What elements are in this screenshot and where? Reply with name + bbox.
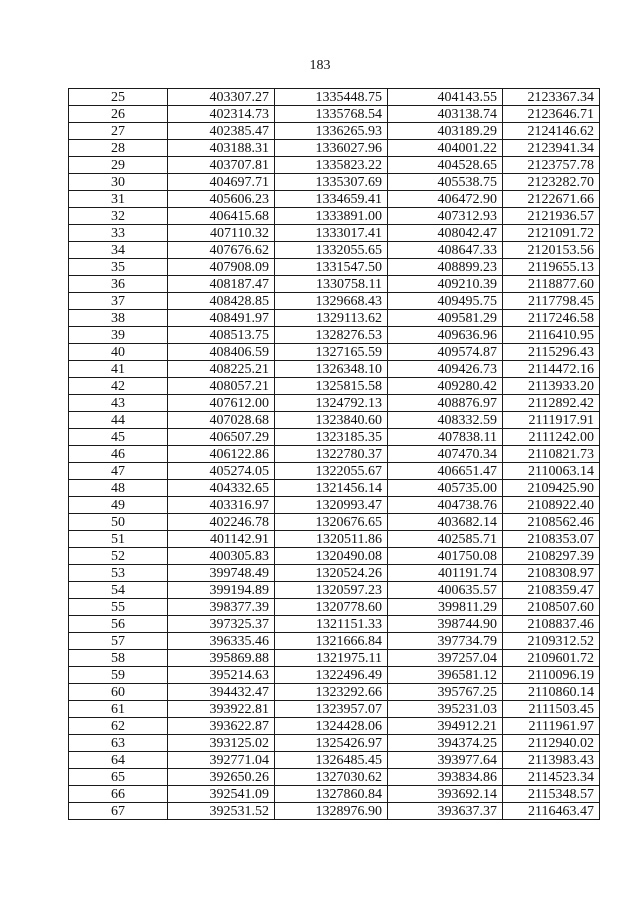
x2-coordinate-cell: 406651.47 bbox=[388, 463, 503, 480]
point-number-cell: 58 bbox=[69, 650, 168, 667]
x-coordinate-cell: 400305.83 bbox=[168, 548, 275, 565]
y-coordinate-cell: 1326348.10 bbox=[275, 361, 388, 378]
y-coordinate-cell: 1324792.13 bbox=[275, 395, 388, 412]
x2-coordinate-cell: 404143.55 bbox=[388, 89, 503, 106]
y2-coordinate-cell: 2123941.34 bbox=[503, 140, 600, 157]
table-row bbox=[69, 225, 600, 242]
y2-coordinate-cell: 2111917.91 bbox=[503, 412, 600, 429]
y2-coordinate-cell: 2108297.39 bbox=[503, 548, 600, 565]
x2-coordinate-cell: 409280.42 bbox=[388, 378, 503, 395]
y-coordinate-cell: 1335448.75 bbox=[275, 89, 388, 106]
y2-coordinate-cell: 2119655.13 bbox=[503, 259, 600, 276]
x-coordinate-cell: 395214.63 bbox=[168, 667, 275, 684]
y-coordinate-cell: 1320511.86 bbox=[275, 531, 388, 548]
table-row bbox=[69, 684, 600, 701]
y2-coordinate-cell: 2108359.47 bbox=[503, 582, 600, 599]
x2-coordinate-cell: 397257.04 bbox=[388, 650, 503, 667]
x-coordinate-cell: 407612.00 bbox=[168, 395, 275, 412]
x2-coordinate-cell: 409426.73 bbox=[388, 361, 503, 378]
x2-coordinate-cell: 408899.23 bbox=[388, 259, 503, 276]
x2-coordinate-cell: 401750.08 bbox=[388, 548, 503, 565]
x2-coordinate-cell: 404001.22 bbox=[388, 140, 503, 157]
y-coordinate-cell: 1322780.37 bbox=[275, 446, 388, 463]
x-coordinate-cell: 393622.87 bbox=[168, 718, 275, 735]
table-row bbox=[69, 752, 600, 769]
x-coordinate-cell: 407676.62 bbox=[168, 242, 275, 259]
x-coordinate-cell: 397325.37 bbox=[168, 616, 275, 633]
y2-coordinate-cell: 2112892.42 bbox=[503, 395, 600, 412]
y2-coordinate-cell: 2108562.46 bbox=[503, 514, 600, 531]
x2-coordinate-cell: 394912.21 bbox=[388, 718, 503, 735]
table-row bbox=[69, 310, 600, 327]
y2-coordinate-cell: 2108922.40 bbox=[503, 497, 600, 514]
point-number-cell: 45 bbox=[69, 429, 168, 446]
x-coordinate-cell: 402246.78 bbox=[168, 514, 275, 531]
table-row bbox=[69, 276, 600, 293]
table-row bbox=[69, 531, 600, 548]
y2-coordinate-cell: 2113983.43 bbox=[503, 752, 600, 769]
x2-coordinate-cell: 400635.57 bbox=[388, 582, 503, 599]
x2-coordinate-cell: 409574.87 bbox=[388, 344, 503, 361]
y-coordinate-cell: 1324428.06 bbox=[275, 718, 388, 735]
point-number-cell: 32 bbox=[69, 208, 168, 225]
y-coordinate-cell: 1320676.65 bbox=[275, 514, 388, 531]
x2-coordinate-cell: 407470.34 bbox=[388, 446, 503, 463]
x-coordinate-cell: 407908.09 bbox=[168, 259, 275, 276]
x2-coordinate-cell: 407312.93 bbox=[388, 208, 503, 225]
point-number-cell: 29 bbox=[69, 157, 168, 174]
table-row bbox=[69, 514, 600, 531]
table-row bbox=[69, 327, 600, 344]
point-number-cell: 55 bbox=[69, 599, 168, 616]
point-number-cell: 48 bbox=[69, 480, 168, 497]
x2-coordinate-cell: 409210.39 bbox=[388, 276, 503, 293]
y-coordinate-cell: 1320993.47 bbox=[275, 497, 388, 514]
x2-coordinate-cell: 405538.75 bbox=[388, 174, 503, 191]
x-coordinate-cell: 393125.02 bbox=[168, 735, 275, 752]
x2-coordinate-cell: 403138.74 bbox=[388, 106, 503, 123]
y2-coordinate-cell: 2108308.97 bbox=[503, 565, 600, 582]
x2-coordinate-cell: 408042.47 bbox=[388, 225, 503, 242]
y-coordinate-cell: 1323957.07 bbox=[275, 701, 388, 718]
x-coordinate-cell: 408187.47 bbox=[168, 276, 275, 293]
y-coordinate-cell: 1327030.62 bbox=[275, 769, 388, 786]
point-number-cell: 54 bbox=[69, 582, 168, 599]
x-coordinate-cell: 402385.47 bbox=[168, 123, 275, 140]
y2-coordinate-cell: 2116463.47 bbox=[503, 803, 600, 820]
x-coordinate-cell: 392771.04 bbox=[168, 752, 275, 769]
table-row bbox=[69, 157, 600, 174]
point-number-cell: 31 bbox=[69, 191, 168, 208]
point-number-cell: 38 bbox=[69, 310, 168, 327]
x2-coordinate-cell: 393692.14 bbox=[388, 786, 503, 803]
point-number-cell: 56 bbox=[69, 616, 168, 633]
table-row bbox=[69, 548, 600, 565]
table-row bbox=[69, 191, 600, 208]
table-row bbox=[69, 361, 600, 378]
y2-coordinate-cell: 2111242.00 bbox=[503, 429, 600, 446]
y-coordinate-cell: 1326485.45 bbox=[275, 752, 388, 769]
y-coordinate-cell: 1327165.59 bbox=[275, 344, 388, 361]
point-number-cell: 63 bbox=[69, 735, 168, 752]
point-number-cell: 64 bbox=[69, 752, 168, 769]
x2-coordinate-cell: 393637.37 bbox=[388, 803, 503, 820]
point-number-cell: 51 bbox=[69, 531, 168, 548]
y2-coordinate-cell: 2121091.72 bbox=[503, 225, 600, 242]
x-coordinate-cell: 403307.27 bbox=[168, 89, 275, 106]
x-coordinate-cell: 404697.71 bbox=[168, 174, 275, 191]
table-row bbox=[69, 701, 600, 718]
y2-coordinate-cell: 2110821.73 bbox=[503, 446, 600, 463]
x-coordinate-cell: 399194.89 bbox=[168, 582, 275, 599]
y-coordinate-cell: 1323840.60 bbox=[275, 412, 388, 429]
x-coordinate-cell: 403316.97 bbox=[168, 497, 275, 514]
x2-coordinate-cell: 408876.97 bbox=[388, 395, 503, 412]
x-coordinate-cell: 402314.73 bbox=[168, 106, 275, 123]
y-coordinate-cell: 1323292.66 bbox=[275, 684, 388, 701]
table-row bbox=[69, 718, 600, 735]
point-number-cell: 46 bbox=[69, 446, 168, 463]
table-row bbox=[69, 582, 600, 599]
point-number-cell: 28 bbox=[69, 140, 168, 157]
table-row bbox=[69, 89, 600, 106]
table-row bbox=[69, 106, 600, 123]
y2-coordinate-cell: 2109425.90 bbox=[503, 480, 600, 497]
x2-coordinate-cell: 395767.25 bbox=[388, 684, 503, 701]
y-coordinate-cell: 1332055.65 bbox=[275, 242, 388, 259]
x2-coordinate-cell: 402585.71 bbox=[388, 531, 503, 548]
y2-coordinate-cell: 2109601.72 bbox=[503, 650, 600, 667]
point-number-cell: 41 bbox=[69, 361, 168, 378]
x-coordinate-cell: 393922.81 bbox=[168, 701, 275, 718]
coordinate-table-body bbox=[69, 89, 600, 820]
table-row bbox=[69, 599, 600, 616]
x-coordinate-cell: 408225.21 bbox=[168, 361, 275, 378]
table-row bbox=[69, 480, 600, 497]
y2-coordinate-cell: 2115348.57 bbox=[503, 786, 600, 803]
table-row bbox=[69, 412, 600, 429]
y-coordinate-cell: 1328276.53 bbox=[275, 327, 388, 344]
x2-coordinate-cell: 408332.59 bbox=[388, 412, 503, 429]
y-coordinate-cell: 1320490.08 bbox=[275, 548, 388, 565]
x-coordinate-cell: 403707.81 bbox=[168, 157, 275, 174]
x-coordinate-cell: 407028.68 bbox=[168, 412, 275, 429]
table-row bbox=[69, 174, 600, 191]
table-row bbox=[69, 803, 600, 820]
x-coordinate-cell: 392541.09 bbox=[168, 786, 275, 803]
point-number-cell: 65 bbox=[69, 769, 168, 786]
point-number-cell: 39 bbox=[69, 327, 168, 344]
y2-coordinate-cell: 2123282.70 bbox=[503, 174, 600, 191]
y2-coordinate-cell: 2114523.34 bbox=[503, 769, 600, 786]
x-coordinate-cell: 405274.05 bbox=[168, 463, 275, 480]
y-coordinate-cell: 1321975.11 bbox=[275, 650, 388, 667]
y2-coordinate-cell: 2117798.45 bbox=[503, 293, 600, 310]
x-coordinate-cell: 395869.88 bbox=[168, 650, 275, 667]
y2-coordinate-cell: 2121936.57 bbox=[503, 208, 600, 225]
x2-coordinate-cell: 396581.12 bbox=[388, 667, 503, 684]
y2-coordinate-cell: 2113933.20 bbox=[503, 378, 600, 395]
y-coordinate-cell: 1335307.69 bbox=[275, 174, 388, 191]
table-row bbox=[69, 463, 600, 480]
table-row bbox=[69, 616, 600, 633]
x-coordinate-cell: 404332.65 bbox=[168, 480, 275, 497]
table-row bbox=[69, 293, 600, 310]
x-coordinate-cell: 408057.21 bbox=[168, 378, 275, 395]
y-coordinate-cell: 1331547.50 bbox=[275, 259, 388, 276]
point-number-cell: 57 bbox=[69, 633, 168, 650]
y2-coordinate-cell: 2123646.71 bbox=[503, 106, 600, 123]
x2-coordinate-cell: 409636.96 bbox=[388, 327, 503, 344]
y-coordinate-cell: 1323185.35 bbox=[275, 429, 388, 446]
table-row bbox=[69, 429, 600, 446]
point-number-cell: 47 bbox=[69, 463, 168, 480]
x2-coordinate-cell: 398744.90 bbox=[388, 616, 503, 633]
y-coordinate-cell: 1336027.96 bbox=[275, 140, 388, 157]
x-coordinate-cell: 406122.86 bbox=[168, 446, 275, 463]
point-number-cell: 60 bbox=[69, 684, 168, 701]
x2-coordinate-cell: 395231.03 bbox=[388, 701, 503, 718]
point-number-cell: 62 bbox=[69, 718, 168, 735]
x-coordinate-cell: 408406.59 bbox=[168, 344, 275, 361]
table-row bbox=[69, 565, 600, 582]
x2-coordinate-cell: 393834.86 bbox=[388, 769, 503, 786]
y-coordinate-cell: 1329113.62 bbox=[275, 310, 388, 327]
x2-coordinate-cell: 406472.90 bbox=[388, 191, 503, 208]
x2-coordinate-cell: 401191.74 bbox=[388, 565, 503, 582]
y2-coordinate-cell: 2124146.62 bbox=[503, 123, 600, 140]
x2-coordinate-cell: 404528.65 bbox=[388, 157, 503, 174]
y2-coordinate-cell: 2110096.19 bbox=[503, 667, 600, 684]
y2-coordinate-cell: 2118877.60 bbox=[503, 276, 600, 293]
x-coordinate-cell: 394432.47 bbox=[168, 684, 275, 701]
y2-coordinate-cell: 2123367.34 bbox=[503, 89, 600, 106]
y-coordinate-cell: 1321456.14 bbox=[275, 480, 388, 497]
table-row bbox=[69, 395, 600, 412]
x2-coordinate-cell: 393977.64 bbox=[388, 752, 503, 769]
x-coordinate-cell: 406507.29 bbox=[168, 429, 275, 446]
y-coordinate-cell: 1336265.93 bbox=[275, 123, 388, 140]
y-coordinate-cell: 1329668.43 bbox=[275, 293, 388, 310]
y2-coordinate-cell: 2117246.58 bbox=[503, 310, 600, 327]
y-coordinate-cell: 1320778.60 bbox=[275, 599, 388, 616]
y-coordinate-cell: 1333891.00 bbox=[275, 208, 388, 225]
x-coordinate-cell: 392531.52 bbox=[168, 803, 275, 820]
table-row bbox=[69, 378, 600, 395]
point-number-cell: 36 bbox=[69, 276, 168, 293]
table-row bbox=[69, 242, 600, 259]
x2-coordinate-cell: 409581.29 bbox=[388, 310, 503, 327]
table-row bbox=[69, 259, 600, 276]
point-number-cell: 25 bbox=[69, 89, 168, 106]
point-number-cell: 42 bbox=[69, 378, 168, 395]
point-number-cell: 52 bbox=[69, 548, 168, 565]
point-number-cell: 53 bbox=[69, 565, 168, 582]
y-coordinate-cell: 1322496.49 bbox=[275, 667, 388, 684]
point-number-cell: 49 bbox=[69, 497, 168, 514]
x-coordinate-cell: 398377.39 bbox=[168, 599, 275, 616]
y2-coordinate-cell: 2108353.07 bbox=[503, 531, 600, 548]
x-coordinate-cell: 408491.97 bbox=[168, 310, 275, 327]
x-coordinate-cell: 396335.46 bbox=[168, 633, 275, 650]
x-coordinate-cell: 392650.26 bbox=[168, 769, 275, 786]
table-row bbox=[69, 667, 600, 684]
y-coordinate-cell: 1335768.54 bbox=[275, 106, 388, 123]
y2-coordinate-cell: 2109312.52 bbox=[503, 633, 600, 650]
y2-coordinate-cell: 2111961.97 bbox=[503, 718, 600, 735]
x2-coordinate-cell: 403189.29 bbox=[388, 123, 503, 140]
y2-coordinate-cell: 2110860.14 bbox=[503, 684, 600, 701]
point-number-cell: 37 bbox=[69, 293, 168, 310]
y2-coordinate-cell: 2108837.46 bbox=[503, 616, 600, 633]
point-number-cell: 61 bbox=[69, 701, 168, 718]
table-row bbox=[69, 140, 600, 157]
point-number-cell: 66 bbox=[69, 786, 168, 803]
y-coordinate-cell: 1320524.26 bbox=[275, 565, 388, 582]
y2-coordinate-cell: 2123757.78 bbox=[503, 157, 600, 174]
point-number-cell: 44 bbox=[69, 412, 168, 429]
table-row bbox=[69, 769, 600, 786]
y-coordinate-cell: 1321151.33 bbox=[275, 616, 388, 633]
y-coordinate-cell: 1322055.67 bbox=[275, 463, 388, 480]
y2-coordinate-cell: 2122671.66 bbox=[503, 191, 600, 208]
table-row bbox=[69, 344, 600, 361]
x-coordinate-cell: 407110.32 bbox=[168, 225, 275, 242]
x2-coordinate-cell: 394374.25 bbox=[388, 735, 503, 752]
point-number-cell: 43 bbox=[69, 395, 168, 412]
point-number-cell: 30 bbox=[69, 174, 168, 191]
y2-coordinate-cell: 2120153.56 bbox=[503, 242, 600, 259]
x2-coordinate-cell: 405735.00 bbox=[388, 480, 503, 497]
y2-coordinate-cell: 2111503.45 bbox=[503, 701, 600, 718]
y-coordinate-cell: 1334659.41 bbox=[275, 191, 388, 208]
point-number-cell: 67 bbox=[69, 803, 168, 820]
x-coordinate-cell: 406415.68 bbox=[168, 208, 275, 225]
table-row bbox=[69, 735, 600, 752]
y2-coordinate-cell: 2114472.16 bbox=[503, 361, 600, 378]
point-number-cell: 40 bbox=[69, 344, 168, 361]
point-number-cell: 35 bbox=[69, 259, 168, 276]
y2-coordinate-cell: 2110063.14 bbox=[503, 463, 600, 480]
table-row bbox=[69, 650, 600, 667]
coordinate-table bbox=[68, 88, 600, 820]
x-coordinate-cell: 408428.85 bbox=[168, 293, 275, 310]
y2-coordinate-cell: 2116410.95 bbox=[503, 327, 600, 344]
x2-coordinate-cell: 408647.33 bbox=[388, 242, 503, 259]
x-coordinate-cell: 403188.31 bbox=[168, 140, 275, 157]
point-number-cell: 59 bbox=[69, 667, 168, 684]
y-coordinate-cell: 1328976.90 bbox=[275, 803, 388, 820]
x2-coordinate-cell: 409495.75 bbox=[388, 293, 503, 310]
table-row bbox=[69, 786, 600, 803]
point-number-cell: 50 bbox=[69, 514, 168, 531]
y-coordinate-cell: 1325426.97 bbox=[275, 735, 388, 752]
table-row bbox=[69, 446, 600, 463]
y-coordinate-cell: 1320597.23 bbox=[275, 582, 388, 599]
y-coordinate-cell: 1333017.41 bbox=[275, 225, 388, 242]
x2-coordinate-cell: 399811.29 bbox=[388, 599, 503, 616]
y-coordinate-cell: 1330758.11 bbox=[275, 276, 388, 293]
x-coordinate-cell: 408513.75 bbox=[168, 327, 275, 344]
table-row bbox=[69, 123, 600, 140]
y2-coordinate-cell: 2112940.02 bbox=[503, 735, 600, 752]
table-row bbox=[69, 633, 600, 650]
x-coordinate-cell: 401142.91 bbox=[168, 531, 275, 548]
table-row bbox=[69, 208, 600, 225]
point-number-cell: 27 bbox=[69, 123, 168, 140]
y2-coordinate-cell: 2108507.60 bbox=[503, 599, 600, 616]
y-coordinate-cell: 1325815.58 bbox=[275, 378, 388, 395]
y-coordinate-cell: 1327860.84 bbox=[275, 786, 388, 803]
x-coordinate-cell: 399748.49 bbox=[168, 565, 275, 582]
table-row bbox=[69, 497, 600, 514]
x-coordinate-cell: 405606.23 bbox=[168, 191, 275, 208]
x2-coordinate-cell: 404738.76 bbox=[388, 497, 503, 514]
point-number-cell: 33 bbox=[69, 225, 168, 242]
point-number-cell: 34 bbox=[69, 242, 168, 259]
x2-coordinate-cell: 397734.79 bbox=[388, 633, 503, 650]
x2-coordinate-cell: 407838.11 bbox=[388, 429, 503, 446]
x2-coordinate-cell: 403682.14 bbox=[388, 514, 503, 531]
point-number-cell: 26 bbox=[69, 106, 168, 123]
page-number: 183 bbox=[309, 58, 331, 73]
y-coordinate-cell: 1335823.22 bbox=[275, 157, 388, 174]
y-coordinate-cell: 1321666.84 bbox=[275, 633, 388, 650]
y2-coordinate-cell: 2115296.43 bbox=[503, 344, 600, 361]
